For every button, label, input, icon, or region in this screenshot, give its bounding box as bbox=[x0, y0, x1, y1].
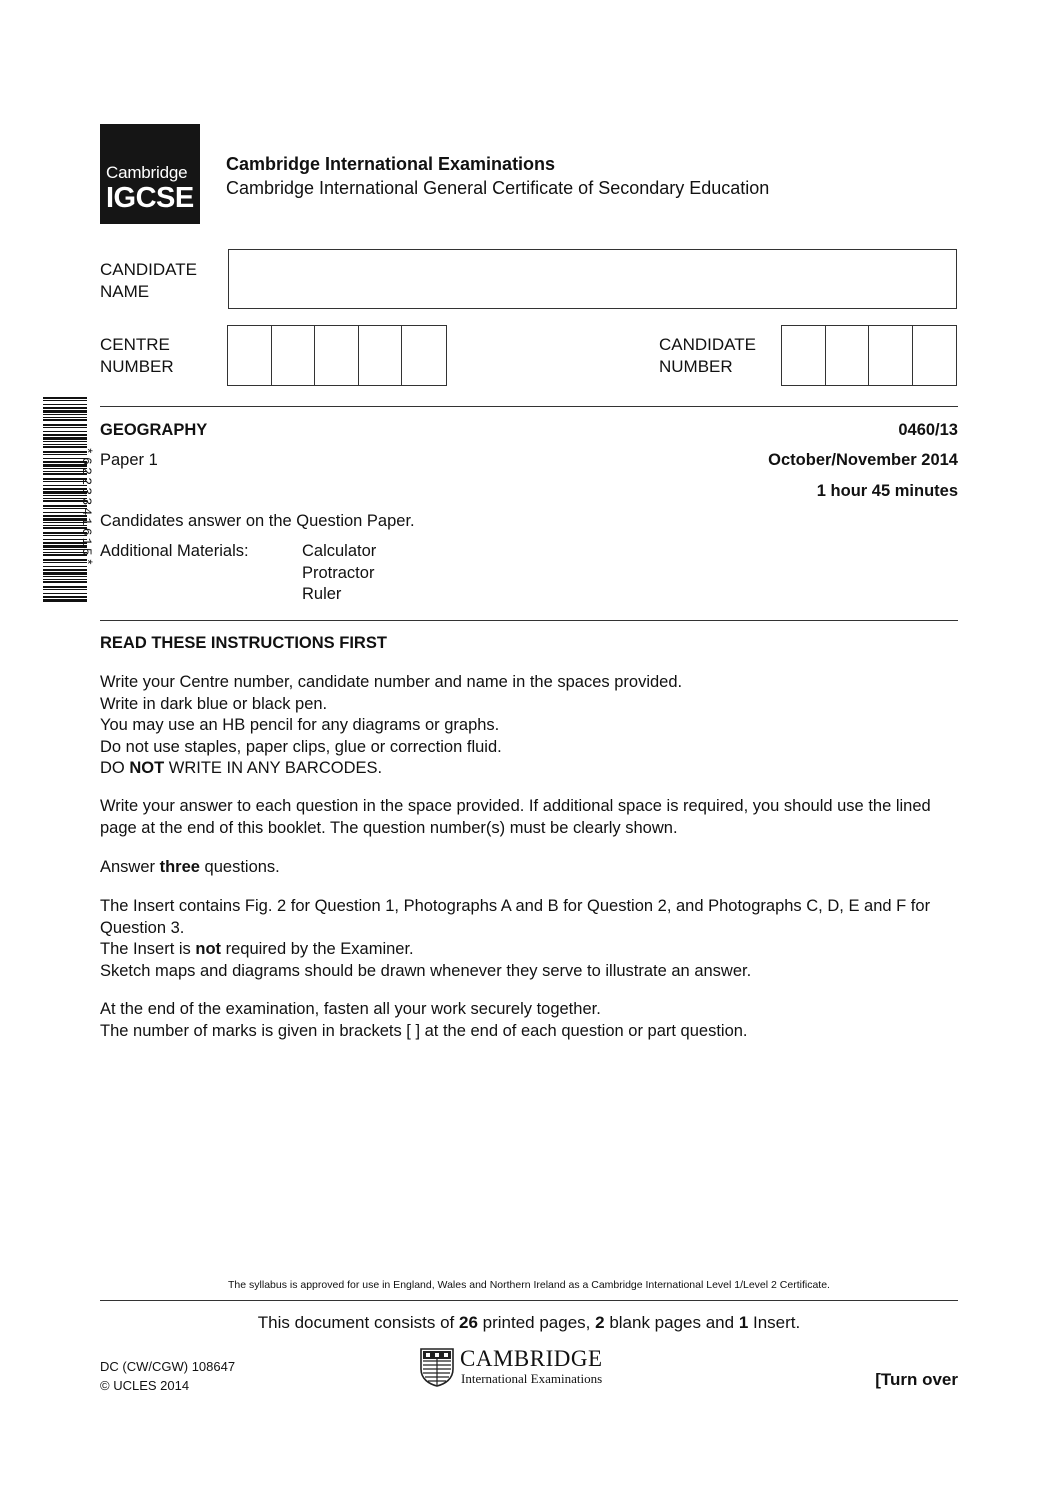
subject: GEOGRAPHY bbox=[100, 421, 208, 439]
text-run: Insert. bbox=[748, 1313, 801, 1332]
text-run: This document consists of bbox=[257, 1313, 459, 1332]
centre-number-label bbox=[100, 334, 174, 378]
exam-session: October/November 2014 bbox=[768, 451, 958, 469]
cambridge-crest-icon bbox=[419, 1347, 455, 1387]
turn-over: [Turn over bbox=[875, 1370, 958, 1389]
sketch-line: Sketch maps and diagrams should be drawn whenever they serve to illustrate an answer. bbox=[100, 961, 752, 980]
divider bbox=[100, 406, 958, 407]
exam-duration: 1 hour 45 minutes bbox=[816, 482, 958, 500]
org-name: Cambridge International Examinations bbox=[226, 154, 556, 174]
printed-pages-count: 26 bbox=[459, 1313, 478, 1332]
candidate-name-field[interactable] bbox=[228, 249, 957, 309]
answer-on-note: Candidates answer on the Question Paper. bbox=[100, 512, 415, 530]
text-run: The Insert is bbox=[100, 940, 196, 958]
barcode-text: *6223341615* bbox=[79, 446, 95, 569]
answer-count-line bbox=[100, 857, 280, 879]
blank-pages-count: 2 bbox=[595, 1313, 605, 1332]
candidate-number-cell[interactable] bbox=[826, 326, 870, 385]
candidate-name-label-2: NAME bbox=[100, 282, 150, 301]
centre-number-boxes[interactable] bbox=[227, 325, 447, 386]
logo-line-2: IGCSE bbox=[106, 182, 194, 214]
instruction-line-barcodes bbox=[100, 758, 960, 780]
centre-number-cell[interactable] bbox=[402, 326, 446, 385]
reference-code: DC (CW/CGW) 108647 bbox=[100, 1359, 236, 1374]
candidate-number-cell[interactable] bbox=[782, 326, 826, 385]
material-item: Protractor bbox=[302, 563, 375, 582]
org-subtitle: Cambridge International General Certificate of Secondary Education bbox=[226, 178, 770, 198]
cambridge-wordmark-sub: International Examinations bbox=[461, 1371, 603, 1386]
candidate-number-cell[interactable] bbox=[869, 326, 913, 385]
marks-line: The number of marks is given in brackets [ ] at the end of each question or part question. bbox=[100, 1021, 748, 1040]
logo-line-1: Cambridge bbox=[106, 163, 188, 182]
text-run-bold: NOT bbox=[129, 759, 165, 777]
text-run-bold: three bbox=[159, 858, 200, 876]
copyright: © UCLES 2014 bbox=[100, 1378, 190, 1393]
centre-number-label-2: NUMBER bbox=[100, 357, 174, 376]
instructions-block-1 bbox=[100, 672, 960, 780]
text-run: blank pages and bbox=[604, 1313, 739, 1332]
centre-number-cell[interactable] bbox=[272, 326, 316, 385]
candidate-number-boxes[interactable] bbox=[781, 325, 957, 386]
divider bbox=[100, 620, 958, 621]
candidate-number-label bbox=[659, 334, 756, 378]
instruction-line: Do not use staples, paper clips, glue or correction fluid. bbox=[100, 737, 502, 756]
text-run: questions. bbox=[199, 858, 280, 876]
materials-list bbox=[302, 541, 376, 606]
instruction-line: Write in dark blue or black pen. bbox=[100, 694, 328, 713]
centre-number-cell[interactable] bbox=[315, 326, 359, 385]
text-run: Answer bbox=[100, 858, 160, 876]
material-item: Ruler bbox=[302, 585, 342, 603]
syllabus-note: The syllabus is approved for use in England, Wales and Northern Ireland as a Cambridge International Level 1/Level 2 Certificate. bbox=[228, 1279, 830, 1291]
materials-label: Additional Materials: bbox=[100, 542, 249, 560]
candidate-number-label-1: CANDIDATE bbox=[659, 335, 756, 354]
cambridge-wordmark: CAMBRIDGE bbox=[460, 1346, 603, 1371]
document-reference bbox=[100, 1357, 235, 1395]
text-run: WRITE IN ANY BARCODES. bbox=[164, 759, 383, 777]
centre-number-label-1: CENTRE bbox=[100, 335, 170, 354]
paper-number: Paper 1 bbox=[100, 451, 158, 469]
final-block bbox=[100, 999, 962, 1042]
candidate-name-label-1: CANDIDATE bbox=[100, 260, 197, 279]
page-count-line bbox=[100, 1313, 958, 1333]
text-run: printed pages, bbox=[477, 1313, 596, 1332]
text-run: DO bbox=[100, 759, 130, 777]
instruction-line: Write your Centre number, candidate number and name in the spaces provided. bbox=[100, 673, 683, 691]
insert-line: The Insert contains Fig. 2 for Question 1, Photographs A and B for Question 2, and Photographs C, D, E and F for Question 3. bbox=[100, 897, 931, 937]
candidate-number-label-2: NUMBER bbox=[659, 357, 733, 376]
text-run: required by the Examiner. bbox=[221, 940, 414, 958]
instructions-heading: READ THESE INSTRUCTIONS FIRST bbox=[100, 634, 387, 652]
instruction-line: You may use an HB pencil for any diagrams or graphs. bbox=[100, 716, 500, 734]
insert-block bbox=[100, 896, 962, 982]
candidate-name-label bbox=[100, 259, 197, 303]
insert-required-line bbox=[100, 939, 962, 961]
candidate-number-cell[interactable] bbox=[913, 326, 956, 385]
inserts-count: 1 bbox=[738, 1313, 749, 1332]
divider bbox=[100, 1300, 958, 1301]
material-item: Calculator bbox=[302, 542, 377, 560]
paper-code: 0460/13 bbox=[898, 421, 958, 439]
instructions-block-2: Write your answer to each question in the space provided. If additional space is required, you should use the lined page at the end of this booklet. The question number(s) must be clearly shown. bbox=[100, 797, 931, 837]
text-run-bold: not bbox=[195, 940, 222, 958]
centre-number-cell[interactable] bbox=[359, 326, 403, 385]
cambridge-igcse-logo bbox=[100, 124, 200, 224]
fasten-line: At the end of the examination, fasten all your work securely together. bbox=[100, 1000, 601, 1018]
centre-number-cell[interactable] bbox=[228, 326, 272, 385]
